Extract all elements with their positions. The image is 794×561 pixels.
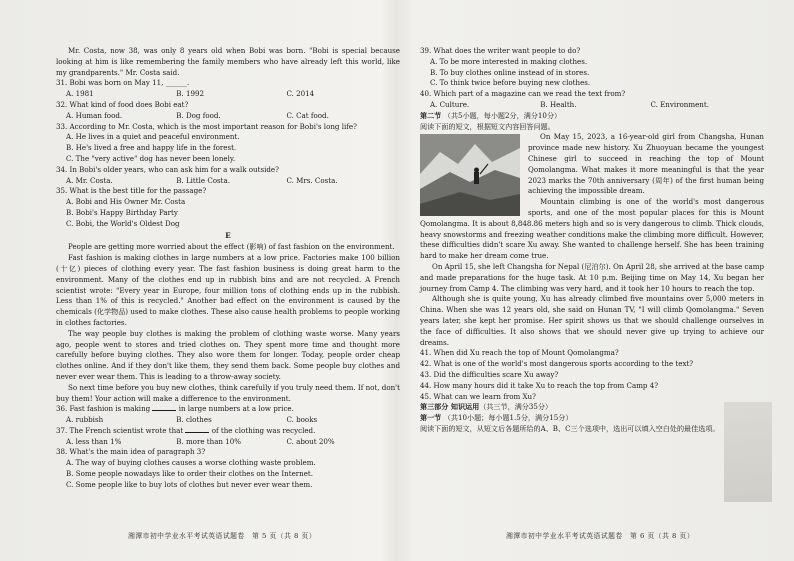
q34-option-a: A. Mr. Costa. [66,175,113,185]
q35-option-c: C. Bobi, the World's Oldest Dog [66,218,180,228]
q31-option-a: A. 1981 [66,89,94,99]
question-36: 36. Fast fashion is making in large numbers at a low price. A. rubbish B. clothes C. books [56,404,400,426]
question-44: 44. How many hours did it take Xu to reach the top from Camp 4? [420,380,659,390]
q35-option-a: A. Bobi and His Owner Mr. Costa [66,197,186,207]
part-3-instruction: 阅读下面的短文，从短文后各题所给的A、B、C三个选项中，选出可以填入空白处的最佳选项。 [420,423,720,433]
q37-blank [185,432,209,433]
q37-option-c: C. about 20% [286,436,335,446]
section-2-instruction: 阅读下面的短文，根据短文内容回答问题。 [420,121,555,131]
question-31: 31. Bobi was born on May 11, ______. A. 1981 B. 1992 C. 2014 [56,78,400,100]
passage-f-paragraph-2: Mountain climbing is one of the world's most dangerous sports, and one of the most popular places for this is Mount Qomolangma. It is about 8,848.86 meters high and so is very dangerous to climb. Thick clouds, heavy snowstorms and freezing weather conditions make the climbing more difficult. However, these difficulties didn't scare Xu away. She wanted to challenge herself. She has been training hard to make her dream come true. [420,197,764,261]
q33-option-a: A. He lives in a quiet and peaceful environment. [66,132,240,142]
question-45: 45. What can we learn from Xu? [420,391,536,401]
mountain-photo-image [420,134,520,216]
q39-option-c: C. To think twice before buying new clothes. [430,78,591,88]
q38-option-b: B. Some people nowadays like to order their clothes on the Internet. [66,469,314,479]
question-42: 42. What is one of the world's most dangerous sports according to the text? [420,359,694,369]
q32-option-a: A. Human food. [66,110,123,120]
q40-option-a: A. Culture. [430,99,470,109]
question-34: 34. In Bobi's older years, who can ask him for a walk outside? A. Mr. Costa. B. Little Costa. C. Mrs. Costa. [56,165,400,187]
q35-option-b: B. Bobi's Happy Birthday Party [66,207,178,217]
question-40: 40. Which part of a magazine can we read the text from? A. Culture. B. Health. C. Environment. [420,89,764,111]
q31-option-c: C. 2014 [286,89,315,99]
q39-option-b: B. To buy clothes online instead of in stores. [430,67,590,77]
q34-option-b: B. Little Costa. [176,175,231,185]
q33-option-c: C. The "very active" dog has never been lonely. [66,153,236,163]
question-32: 32. What kind of food does Bobi eat? A. Human food. B. Dog food. C. Cat food. [56,100,400,122]
passage-f-paragraph-1: On May 15, 2023, a 16-year-old girl from Changsha, Hunan province made new history. Xu Zhuoyuan became the youngest Chinese girl to succeed in reaching the top of Mount Qomolangma. What makes it more meaningful is that the year 2023 marks the 70th anniversary (周年) of the first human being achieving the impossible dream. [528,132,764,196]
q40-option-b: B. Health. [540,99,577,109]
mountain-climber-photo [420,134,520,216]
passage-e-paragraph-3: The way people buy clothes is making the problem of clothing waste worse. Many years ago, people went to stores and tried clothes on. They spent more time and thought more carefully before buying clothes. They also wore them for longer. Today, people order cheap clothes online. And if they don't like them, they send them back. Some people buy clothes and never ever wear them. This is leading to a throw-away society. [56,328,400,381]
section-2-heading: 第二节 （共5小题，每小题2分，满分10分） [420,110,562,120]
q36-blank [152,410,176,411]
q32-option-b: B. Dog food. [176,110,221,120]
part-3-section-1-heading: 第一节 （共10小题；每小题1.5分，满分15分） [420,413,573,423]
q37-option-b: B. more than 10% [176,436,242,446]
question-43: 43. Did the difficulties scare Xu away? [420,369,559,379]
q36-option-a: A. rubbish [66,415,104,425]
q38-option-c: C. Some people like to buy lots of clothes but never ever wear them. [66,479,313,489]
q38-option-a: A. The way of buying clothes causes a worse clothing waste problem. [66,458,316,468]
footer-page-6: 湘潭市初中学业水平考试英语试题卷 第 6 页（共 8 页） [506,532,695,540]
passage-f-paragraph-4: Although she is quite young, Xu has already climbed five mountains over 5,000 meters in China. When she was 12 years old, she said on Hunan TV, "I will climb Qomolangma." Seven years later, she kept her promise. Her spirit shows us that we should challenge ourselves in the face of difficulties. It also shows that we should never give up trying to achieve our dreams. [420,294,764,347]
part-3-heading: 第三部分 知识运用（共三节，满分35分） [420,402,553,412]
question-38: 38. What's the main idea of paragraph 3? A. The way of buying clothes causes a worse clothing waste problem. B. Some people nowadays like to order their clothes on the Internet. C. Some people like to buy lots of clothes but never ever wear them. [56,447,400,490]
passage-e-paragraph-1: People are getting more worried about the effect (影响) of fast fashion on the environment. [68,242,395,252]
question-35: 35. What is the best title for the passage? A. Bobi and His Owner Mr. Costa B. Bobi's Happy Birthday Party C. Bobi, the World's Oldest Dog [56,186,400,229]
question-39: 39. What does the writer want people to do? A. To be more interested in making clothes. B. To buy clothes online instead of in stores. C. To think twice before buying new clothes. [420,46,764,89]
footer-page-5: 湘潭市初中学业水平考试英语试题卷 第 5 页（共 8 页） [128,532,317,540]
q36-option-b: B. clothes [176,415,212,425]
right-page [420,46,764,435]
q31-option-b: B. 1992 [176,89,204,99]
passage-e-paragraph-2: Fast fashion is making clothes in large numbers at a low price. Factories make 100 billion (十亿) pieces of clothing every year. The fast fashion business is doing great harm to the environment. Many of the clothes end up in rubbish bins and are not recycled. A French scientist wrote: "Every year in Europe, four million tons of clothing ends up in the rubbish. Less than 1% of this is recycled." Another bad effect on the environment is caused by the chemicals (化学物品) used to make clothes. These also cause health problems to people working in clothes factories. [56,253,400,327]
passage-f-paragraph-3: On April 15, she left Changsha for Nepal (尼泊尔). On April 28, she arrived at the base camp and made preparations for the huge task. At 10 p.m. Beijing time on May 14, Xu began her journey from Camp 4. The climbing was very hard, and it took her 10 hours to reach the top. [420,261,764,293]
question-33: 33. According to Mr. Costa, which is the most important reason for Bobi's long life? A. He lives in a quiet and peaceful environment. B. He's lived a free and happy life in the forest. C. The "very active" dog has never been lonely. [56,122,400,165]
left-page [56,46,400,491]
q40-option-c: C. Environment. [650,99,709,109]
q34-option-c: C. Mrs. Costa. [286,175,338,185]
passage-d-ending: Mr. Costa, now 38, was only 8 years old when Bobi was born. "Bobi is special because looking at him is like remembering the family members who have already left this world, like my grandparents." Mr. Costa said. [56,46,400,77]
q37-option-a: A. less than 1% [66,436,122,446]
q39-option-a: A. To be more interested in making clothes. [430,56,588,66]
question-41: 41. When did Xu reach the top of Mount Qomolangma? [420,348,619,358]
question-37: 37. The French scientist wrote that of the clothing was recycled. A. less than 1% B. more than 10% C. about 20% [56,426,400,448]
passage-e-paragraph-4: So next time before you buy new clothes, think carefully if you truly need them. If not, don't buy them! Your action will make a difference to the environment. [56,382,400,403]
faint-bleed-through-image [724,402,772,502]
q36-option-c: C. books [286,415,318,425]
passage-e-heading: E [225,230,231,240]
q33-option-b: B. He's lived a free and happy life in the forest. [66,143,237,153]
q32-option-c: C. Cat food. [286,110,329,120]
